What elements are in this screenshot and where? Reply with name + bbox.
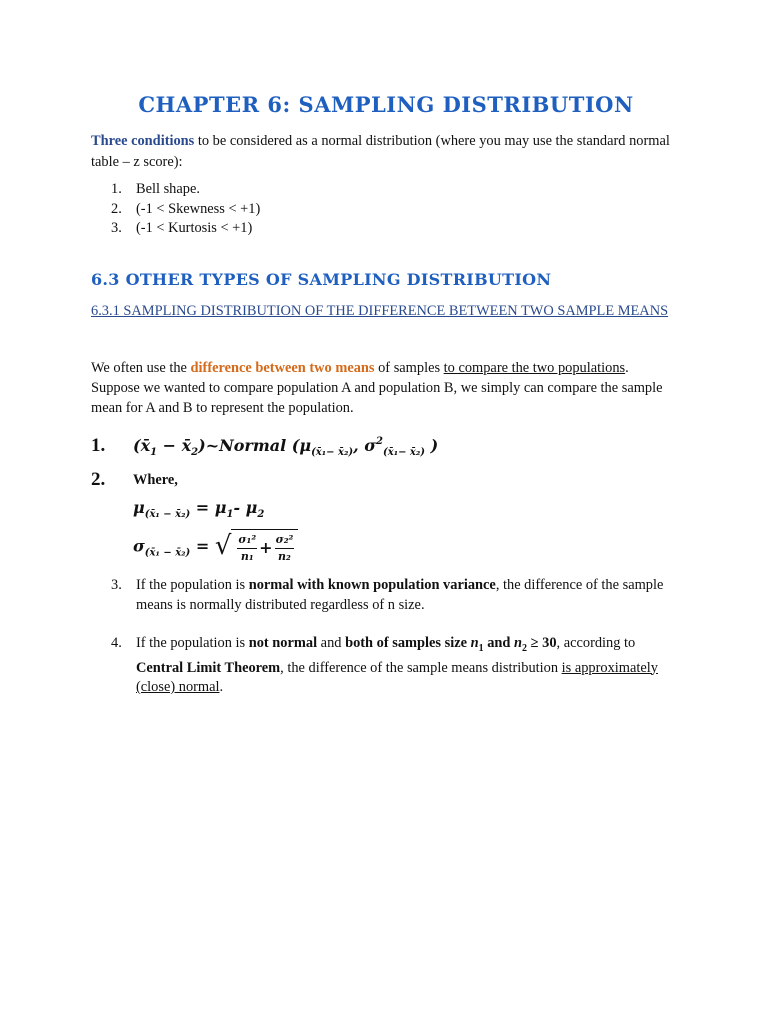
section-heading: 6.3 OTHER TYPES OF SAMPLING DISTRIBUTION [91, 270, 552, 289]
body-paragraph: We often use the difference between two means of samples to compare the two populations. Suppose we wanted to compare population A and population B, we simply can compare the sample mean for A and B to represent the population. [91, 360, 663, 416]
paragraph-highlight: difference between two means [190, 360, 375, 376]
list-item: 3. If the population is normal with known population variance, the difference of the sample means is normally distributed regardless of n size. [111, 577, 664, 613]
formula-number-2: 2. [91, 469, 106, 490]
formula-row-2 [91, 466, 681, 492]
list-item: 2. (-1 < Skewness < +1) [111, 200, 261, 217]
formula-row-1 [91, 432, 681, 466]
formula-block [91, 432, 681, 576]
list-item: 4. If the population is not normal and both of samples size $n_1$ and $n_2 \ge 30$, according to Central Limit Theorem, the difference of the sample means distribution is approximately (close) normal. [111, 635, 658, 695]
intro-paragraph [91, 131, 681, 173]
sub-heading: 6.3.1 SAMPLING DISTRIBUTION OF THE DIFFERENCE BETWEEN TWO SAMPLE MEANS [91, 303, 669, 319]
formula-std: $\sigma_{(x̄_1 - x̄_2)}$ = √ $\frac{\text{σ₁²}}{\text{n₁}}$ + $\frac{\text{σ₂²}}{\text{n₂}}$ [91, 526, 681, 576]
formula-mean: $\mu_{(x̄_1 - x̄_2)} = \mu_1-$ $\mu_2$ [133, 498, 265, 520]
formula-number-1: 1. [91, 435, 106, 456]
conditions-list [111, 180, 671, 239]
formula-where: Where, [133, 472, 178, 488]
list-item: 3. (-1 < Kurtosis < +1) [111, 220, 253, 236]
list-item: 1. Bell shape. [111, 181, 200, 197]
chapter-title: CHAPTER 6: SAMPLING DISTRIBUTION [138, 92, 634, 117]
formula-distribution: ($x̄_1$ − $x̄_2)\sim Normal$ ($\mu_{(x̄_1- x̄_2)}$, $\sigma^2_{(x̄_1- x̄_2)}$ ) [133, 436, 439, 458]
intro-highlight: Three conditions [91, 133, 195, 149]
conditions-list-2 [111, 576, 681, 717]
paragraph-underlined: to compare the two populations [443, 360, 626, 376]
intro-text: to be considered as a normal distribution (where you may use the standard normal table – z score): [91, 133, 670, 170]
